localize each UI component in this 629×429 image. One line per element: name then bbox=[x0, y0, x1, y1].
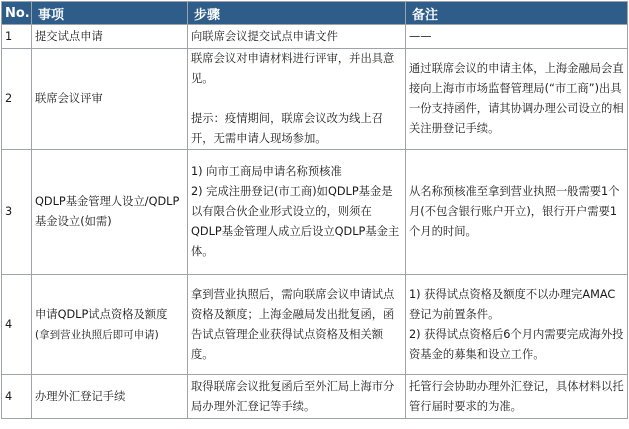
header-row bbox=[2, 2, 628, 25]
table-row bbox=[2, 49, 628, 150]
row-item: 提交试点申请 bbox=[32, 25, 188, 49]
header-no: No. bbox=[2, 2, 32, 25]
table-row bbox=[2, 25, 628, 49]
row-item-subtitle: (拿到营业执照后即可申请) bbox=[35, 328, 159, 341]
row-item-title: 申请QDLP试点资格及额度 bbox=[35, 307, 168, 321]
table-row bbox=[2, 150, 628, 275]
row-number: 4 bbox=[2, 275, 32, 375]
row-item bbox=[32, 275, 188, 375]
table-row bbox=[2, 275, 628, 375]
header-notes: 备注 bbox=[406, 2, 628, 25]
header-steps: 步骤 bbox=[188, 2, 406, 25]
row-steps: 取得联席会议批复函后至外汇局上海市分局办理外汇登记等手续。 bbox=[188, 375, 406, 419]
row-steps: 联席会议对申请材料进行评审，并出具意见。 提示：疫情期间，联席会议改为线上召开，无需申请人现场参加。 bbox=[188, 49, 406, 150]
row-steps: 拿到营业执照后，需向联席会议申请试点资格及额度；上海金融局发出批复函，函告试点管理企业获得试点资格及相关额度。 bbox=[188, 275, 406, 375]
row-number: 2 bbox=[2, 49, 32, 150]
row-item: QDLP基金管理人设立/QDLP基金设立(如需) bbox=[32, 150, 188, 275]
row-number: 1 bbox=[2, 25, 32, 49]
table-row bbox=[2, 375, 628, 419]
header-item: 事项 bbox=[32, 2, 188, 25]
row-notes: —— bbox=[406, 25, 628, 49]
row-item: 办理外汇登记手续 bbox=[32, 375, 188, 419]
qdlp-process-table bbox=[1, 1, 628, 419]
row-item: 联席会议评审 bbox=[32, 49, 188, 150]
row-steps: 1) 向市工商局申请名称预核准 2) 完成注册登记(市工商)如QDLP基金是以有限合伙企业形式设立的，则须在QDLP基金管理人成立后设立QDLP基金主体。 bbox=[188, 150, 406, 275]
row-notes: 1) 获得试点资格及额度不以办理完AMAC登记为前置条件。 2) 获得试点资格后6个月内需要完成海外投资基金的募集和设立工作。 bbox=[406, 275, 628, 375]
row-notes: 从名称预核准至拿到营业执照一般需要1个月(不包含银行账户开立)，银行开户需要1个月的时间。 bbox=[406, 150, 628, 275]
row-notes: 通过联席会议的申请主体，上海金融局会直接向上海市市场监督管理局(“市工商”)出具一份支持函件，请其协调办理公司设立的相关注册登记手续。 bbox=[406, 49, 628, 150]
row-notes: 托管行会协助办理外汇登记，具体材料以托管行届时要求的为准。 bbox=[406, 375, 628, 419]
row-number: 4 bbox=[2, 375, 32, 419]
row-steps: 向联席会议提交试点申请文件 bbox=[188, 25, 406, 49]
row-number: 3 bbox=[2, 150, 32, 275]
